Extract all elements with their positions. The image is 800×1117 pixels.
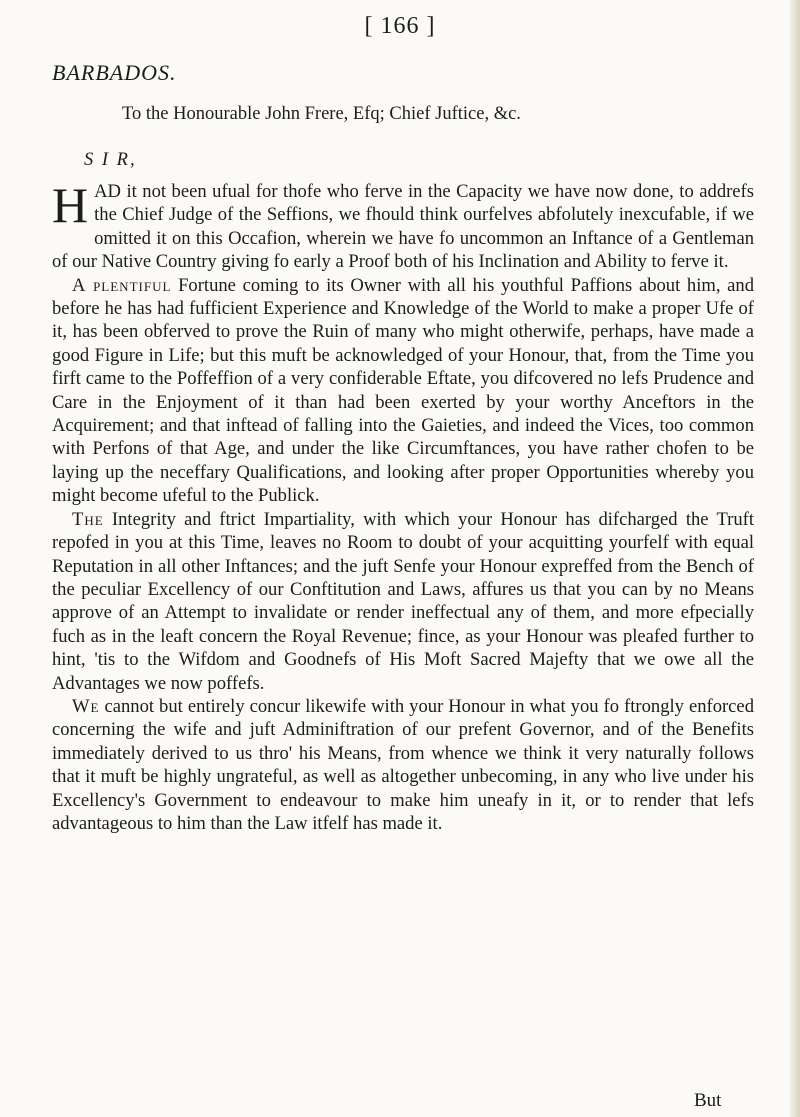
paragraph-lead: The bbox=[72, 508, 104, 530]
paragraph-3 bbox=[52, 508, 754, 695]
letter-body bbox=[52, 177, 754, 835]
paragraph-2 bbox=[52, 274, 754, 508]
page-edge-shadow bbox=[790, 0, 800, 1117]
paragraph-text: Integrity and ftrict Impartiality, with which your Honour has difcharged the Truft repofed in you at this Time, leaves no Room to doubt of your acquitting yourfelf with equal Reputation in all other Inftances; and the juft Senfe your Honour expreffed from the Bench of the peculiar Excellency of our Conftitution and Laws, affures us that you can by no Means approve of an Attempt to invalidate or render ineffectual any of them, and more efpecially fuch as in the leaft concern the Royal Revenue; fince, as your Honour was pleafed further to hint, 'tis to the Wifdom and Goodnefs of His Moft Sacred Majefty that we owe all the Advantages we now poffefs. bbox=[52, 508, 754, 694]
paragraph-lead: A plentiful bbox=[72, 274, 172, 296]
paragraph-1 bbox=[52, 177, 754, 274]
paragraph-4 bbox=[52, 695, 754, 835]
drop-cap: H bbox=[52, 177, 89, 233]
paragraph-text: cannot but entirely concur likewife with your Honour in what you fo ftrongly enforced concerning the wife and juft Adminiftration of our prefent Governor, and of the Benefits immediately derived to us thro' his Means, from whence we think it very naturally follows that it muft be highly ungrateful, as well as altogether unbecoming, in any who live under his Excellency's Government to endeavour to make him uneafy in it, or to render that lefs advantageous to him than the Law itfelf has made it. bbox=[52, 695, 754, 834]
paragraph-lead: We bbox=[72, 695, 100, 717]
paragraph-text: Fortune coming to its Owner with all his youthful Paffions about him, and before he has had fufficient Experience and Knowledge of the World to make a proper Ufe of it, has been obferved to prove the Ruin of many who might otherwife, perhaps, have made a good Figure in Life; but this muft be acknowledged of your Honour, that, from the Time you firft came to the Poffeffion of a very confiderable Eftate, you difcovered no lefs Prudence and Care in the Enjoyment of it than had been exerted by your worthy Anceftors in the Acquirement; and that inftead of falling into the Gaieties, and indeed the Vices, too common with Perfons of that Age, and under the like Circumftances, you have rather chofen to be laying up the neceffary Qualifications, and looking after proper Opportunities whereby you might become ufeful to the Publick. bbox=[52, 274, 754, 507]
place-heading: BARBADOS. bbox=[52, 60, 177, 85]
catchword: But bbox=[694, 1090, 722, 1111]
paragraph-text: AD it not been ufual for thofe who ferve in the Capacity we have now done, to addrefs the Chief Judge of the Seffions, we fhould think ourfelves abfolutely inexcufable, if we omitted it on this Occafion, wherein we have fo uncommon an Inftance of a Gentleman of our Native Country giving fo early a Proof both of his Inclination and Ability to ferve it. bbox=[52, 181, 754, 273]
salutation: S I R, bbox=[84, 150, 137, 170]
page-number: [ 166 ] bbox=[364, 13, 436, 39]
address-line: To the Honourable John Frere, Efq; Chief Juftice, &c. bbox=[122, 104, 521, 124]
